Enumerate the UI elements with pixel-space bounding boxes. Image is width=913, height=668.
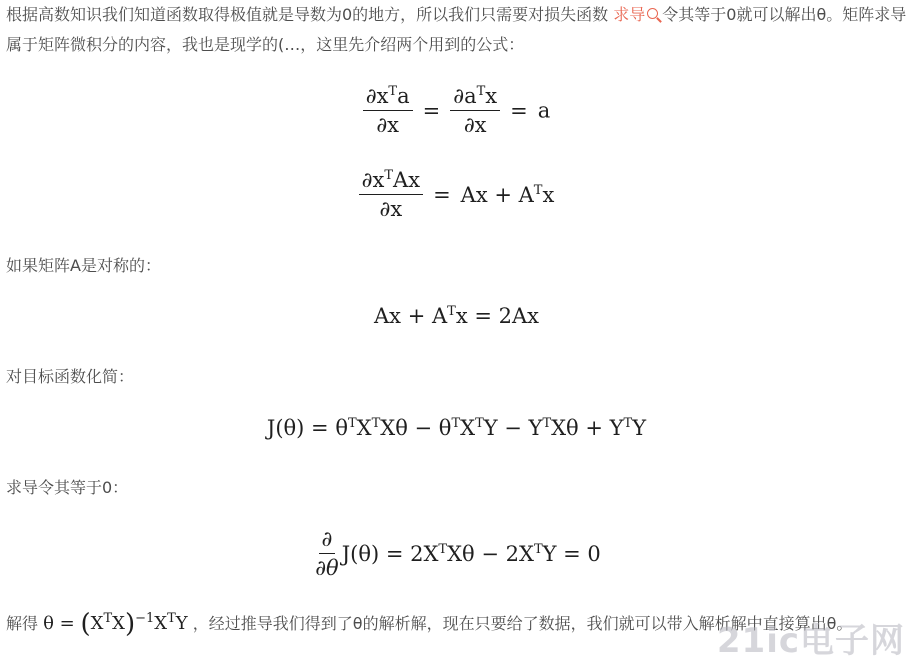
qiudao-link[interactable]: 求导 [613,5,646,24]
watermark-logo: 21ic电子网 [716,621,905,661]
formula-4: $J(\theta) = \theta^TX^TX\theta - \theta^TX^TY - Y^TX\theta + Y^TY$ [266,416,647,440]
derivative-note: 求导令其等于0： [6,478,129,497]
formula-2: $\frac{\partial x^TAx}{\partial x}$ = $Ax + A^Tx$ [0,168,913,221]
intro-paragraph: 根据高数知识我们知道函数取得极值就是导数为0的地方，所以我们只需要对损失函数 求导 令其等于0就可以解出θ。矩阵求导属于矩阵微积分的内容，我也是现学的(…，这里先介绍两个用到的公式： [6,5,907,54]
formula-5: $\frac{\partial}{\partial\theta}$ $J(\theta) = 2X^TX\theta - 2X^TY = 0$ [315,527,601,580]
solution-formula: $\theta = (X^TX)^{-1}X^TY$ [43,609,188,639]
search-icon [647,8,658,19]
formula-3: $Ax + A^Tx = 2Ax$ [374,304,539,328]
solution-paragraph: 解得 $\theta = (X^TX)^{-1}X^TY$ ，经过推导我们得到了θ的解析解，现在只要给了数据，我们就可以带入解析解中直接算出θ。 [6,609,853,639]
simplify-note: 对目标函数化简： [6,367,135,386]
formula-1: $\frac{\partial x^Ta}{\partial x}$ = $\frac{\partial a^Tx}{\partial x}$ = a [0,84,913,137]
symmetric-note: 如果矩阵A是对称的： [6,256,161,275]
